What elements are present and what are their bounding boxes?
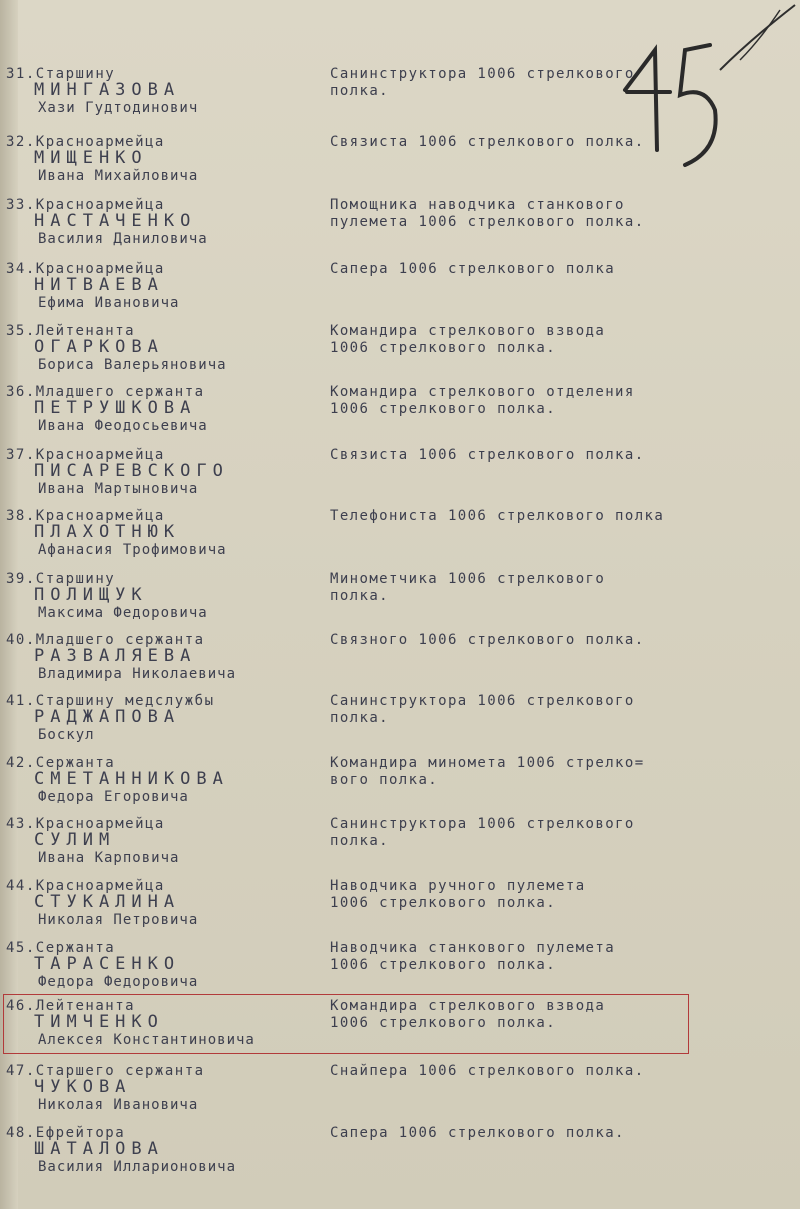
entry-given-name: Ивана Карповича — [38, 850, 180, 866]
entry-number-rank: 34.Красноармейца — [6, 261, 165, 277]
entry-row — [0, 632, 800, 694]
entry-position-line2: полка. — [330, 833, 389, 849]
entry-given-name: Хази Гудтодинович — [38, 100, 199, 116]
entry-row — [0, 66, 800, 128]
entry-position-line1: Связиста 1006 стрелкового полка. — [330, 447, 645, 463]
entry-position-line1: Санинструктора 1006 стрелкового — [330, 66, 635, 82]
entry-given-name: Ивана Феодосьевича — [38, 418, 208, 434]
entry-position-line2: пулемета 1006 стрелкового полка. — [330, 214, 645, 230]
entry-position-line2: 1006 стрелкового полка. — [330, 957, 557, 973]
entry-number-rank: 40.Младшего сержанта — [6, 632, 205, 648]
entry-row — [0, 508, 800, 570]
entry-given-name: Николая Петровича — [38, 912, 199, 928]
entry-row — [0, 134, 800, 196]
entry-surname: ПОЛИЩУК — [34, 585, 148, 605]
entry-position-line1: Снайпера 1006 стрелкового полка. — [330, 1063, 645, 1079]
entry-row — [0, 323, 800, 385]
entry-position-line2: полка. — [330, 83, 389, 99]
entry-surname: ПЕТРУШКОВА — [34, 398, 197, 418]
highlighted-entry-box — [3, 994, 689, 1054]
entry-given-name: Василия Даниловича — [38, 231, 208, 247]
entry-surname: СМЕТАННИКОВА — [34, 769, 229, 789]
entry-given-name: Афанасия Трофимовича — [38, 542, 227, 558]
entry-position-line1: Минометчика 1006 стрелкового — [330, 571, 606, 587]
entry-number-rank: 35.Лейтенанта — [6, 323, 136, 339]
entry-position-line1: Помощника наводчика станкового — [330, 197, 625, 213]
entry-position-line1: Связиста 1006 стрелкового полка. — [330, 134, 645, 150]
entry-number-rank: 47.Старшего сержанта — [6, 1063, 205, 1079]
entry-position-line1: Командира стрелкового отделения — [330, 384, 635, 400]
entry-row — [0, 261, 800, 323]
entry-row — [0, 940, 800, 1002]
entry-given-name: Василия Илларионовича — [38, 1159, 237, 1175]
entry-position-line1: Санинструктора 1006 стрелкового — [330, 693, 635, 709]
entry-given-name: Максима Федоровича — [38, 605, 208, 621]
entry-given-name: Николая Ивановича — [38, 1097, 199, 1113]
entry-position-line1: Санинструктора 1006 стрелкового — [330, 816, 635, 832]
entry-surname: МИЩЕНКО — [34, 148, 148, 168]
entry-number-rank: 44.Красноармейца — [6, 878, 165, 894]
entry-row — [0, 878, 800, 940]
entry-row — [0, 693, 800, 755]
entry-surname: СУЛИМ — [34, 830, 116, 850]
entry-row — [0, 755, 800, 817]
entry-surname: ТИМЧЕНКО — [34, 1012, 164, 1032]
entry-number-rank: 32.Красноармейца — [6, 134, 165, 150]
entry-given-name: Федора Федоровича — [38, 974, 199, 990]
entry-surname: ОГАРКОВА — [34, 337, 164, 357]
entry-position-line2: полка. — [330, 710, 389, 726]
entry-number-rank: 48.Ефрейтора — [6, 1125, 126, 1141]
entry-surname: РАЗВАЛЯЕВА — [34, 646, 197, 666]
entry-number-rank: 37.Красноармейца — [6, 447, 165, 463]
entry-surname: МИНГАЗОВА — [34, 80, 181, 100]
entry-surname: РАДЖАПОВА — [34, 707, 181, 727]
entry-position-line1: Командира миномета 1006 стрелко= — [330, 755, 645, 771]
entry-number-rank: 45.Сержанта — [6, 940, 116, 956]
entry-number-rank: 39.Старшину — [6, 571, 116, 587]
entry-position-line2: полка. — [330, 588, 389, 604]
entry-number-rank: 41.Старшину медслужбы — [6, 693, 215, 709]
entry-given-name: Алексея Константиновича — [38, 1032, 255, 1048]
entry-number-rank: 31.Старшину — [6, 66, 116, 82]
entry-row — [0, 447, 800, 509]
entry-number-rank: 36.Младшего сержанта — [6, 384, 205, 400]
entry-position-line1: Командира стрелкового взвода — [330, 323, 606, 339]
entry-number-rank: 33.Красноармейца — [6, 197, 165, 213]
entry-row — [0, 384, 800, 446]
entry-position-line2: 1006 стрелкового полка. — [330, 340, 557, 356]
entry-position-line2: вого полка. — [330, 772, 439, 788]
entry-position-line2: 1006 стрелкового полка. — [330, 895, 557, 911]
entry-number-rank: 38.Красноармейца — [6, 508, 165, 524]
entry-row — [0, 197, 800, 259]
entry-given-name: Бориса Валерьяновича — [38, 357, 227, 373]
entry-surname: ПЛАХОТНЮК — [34, 522, 181, 542]
entry-given-name: Владимира Николаевича — [38, 666, 237, 682]
entry-position-line1: Телефониста 1006 стрелкового полка — [330, 508, 665, 524]
entry-number-rank: 46.Лейтенанта — [6, 998, 136, 1014]
entry-position-line1: Наводчика ручного пулемета — [330, 878, 586, 894]
entry-position-line1: Наводчика станкового пулемета — [330, 940, 616, 956]
entry-surname: ТАРАСЕНКО — [34, 954, 181, 974]
entry-position-line1: Сапера 1006 стрелкового полка — [330, 261, 616, 277]
entry-position-line1: Командира стрелкового взвода — [330, 998, 606, 1014]
entry-surname: ШАТАЛОВА — [34, 1139, 164, 1159]
entry-number-rank: 42.Сержанта — [6, 755, 116, 771]
entry-surname: СТУКАЛИНА — [34, 892, 181, 912]
entry-position-line2: 1006 стрелкового полка. — [330, 1015, 557, 1031]
entry-surname: НАСТАЧЕНКО — [34, 211, 197, 231]
entry-position-line1: Сапера 1006 стрелкового полка. — [330, 1125, 625, 1141]
entry-surname: НИТВАЕВА — [34, 275, 164, 295]
entry-given-name: Федора Егоровича — [38, 789, 189, 805]
entry-row — [0, 1063, 800, 1125]
entry-surname: ЧУКОВА — [34, 1077, 132, 1097]
entry-given-name: Ивана Мартыновича — [38, 481, 199, 497]
entry-surname: ПИСАРЕВСКОГО — [34, 461, 229, 481]
entry-row — [0, 571, 800, 633]
entry-position-line1: Связного 1006 стрелкового полка. — [330, 632, 645, 648]
entry-position-line2: 1006 стрелкового полка. — [330, 401, 557, 417]
entry-given-name: Ивана Михайловича — [38, 168, 199, 184]
entry-row — [0, 1125, 800, 1187]
entry-number-rank: 43.Красноармейца — [6, 816, 165, 832]
entry-given-name: Боскул — [38, 727, 95, 743]
entry-row — [0, 816, 800, 878]
entry-given-name: Ефима Ивановича — [38, 295, 180, 311]
